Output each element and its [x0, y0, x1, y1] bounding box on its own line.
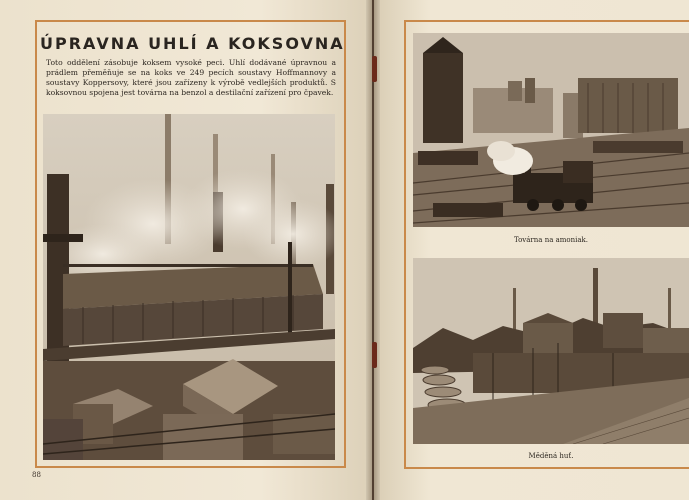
page-title: ÚPRAVNA UHLÍ A KOKSOVNA — [40, 34, 345, 53]
ammonia-factory-caption: Továrna na amoniak. — [513, 236, 589, 244]
coking-plant-photo — [43, 114, 335, 460]
copper-works-photo — [413, 258, 689, 444]
page-number: 88 — [32, 471, 41, 479]
binding-thread — [372, 342, 377, 368]
ammonia-factory-photo — [413, 33, 689, 227]
binding-thread — [372, 56, 377, 82]
intro-paragraph: Toto oddělení zásobuje koksem vysoké peci. Uhlí dodávané úpravnou a prádlem přeměňuje se na koks ve 249 pecích soustavy Hoffmannovy a soustavy Koppersovy, které jsou zařízeny k výrobě vedlejších produktů. S koksovnou spojena jest továrna na benzol a destilační zařízení pro čpavek. — [46, 58, 336, 97]
copper-works-caption: Měděná huť. — [528, 452, 574, 460]
